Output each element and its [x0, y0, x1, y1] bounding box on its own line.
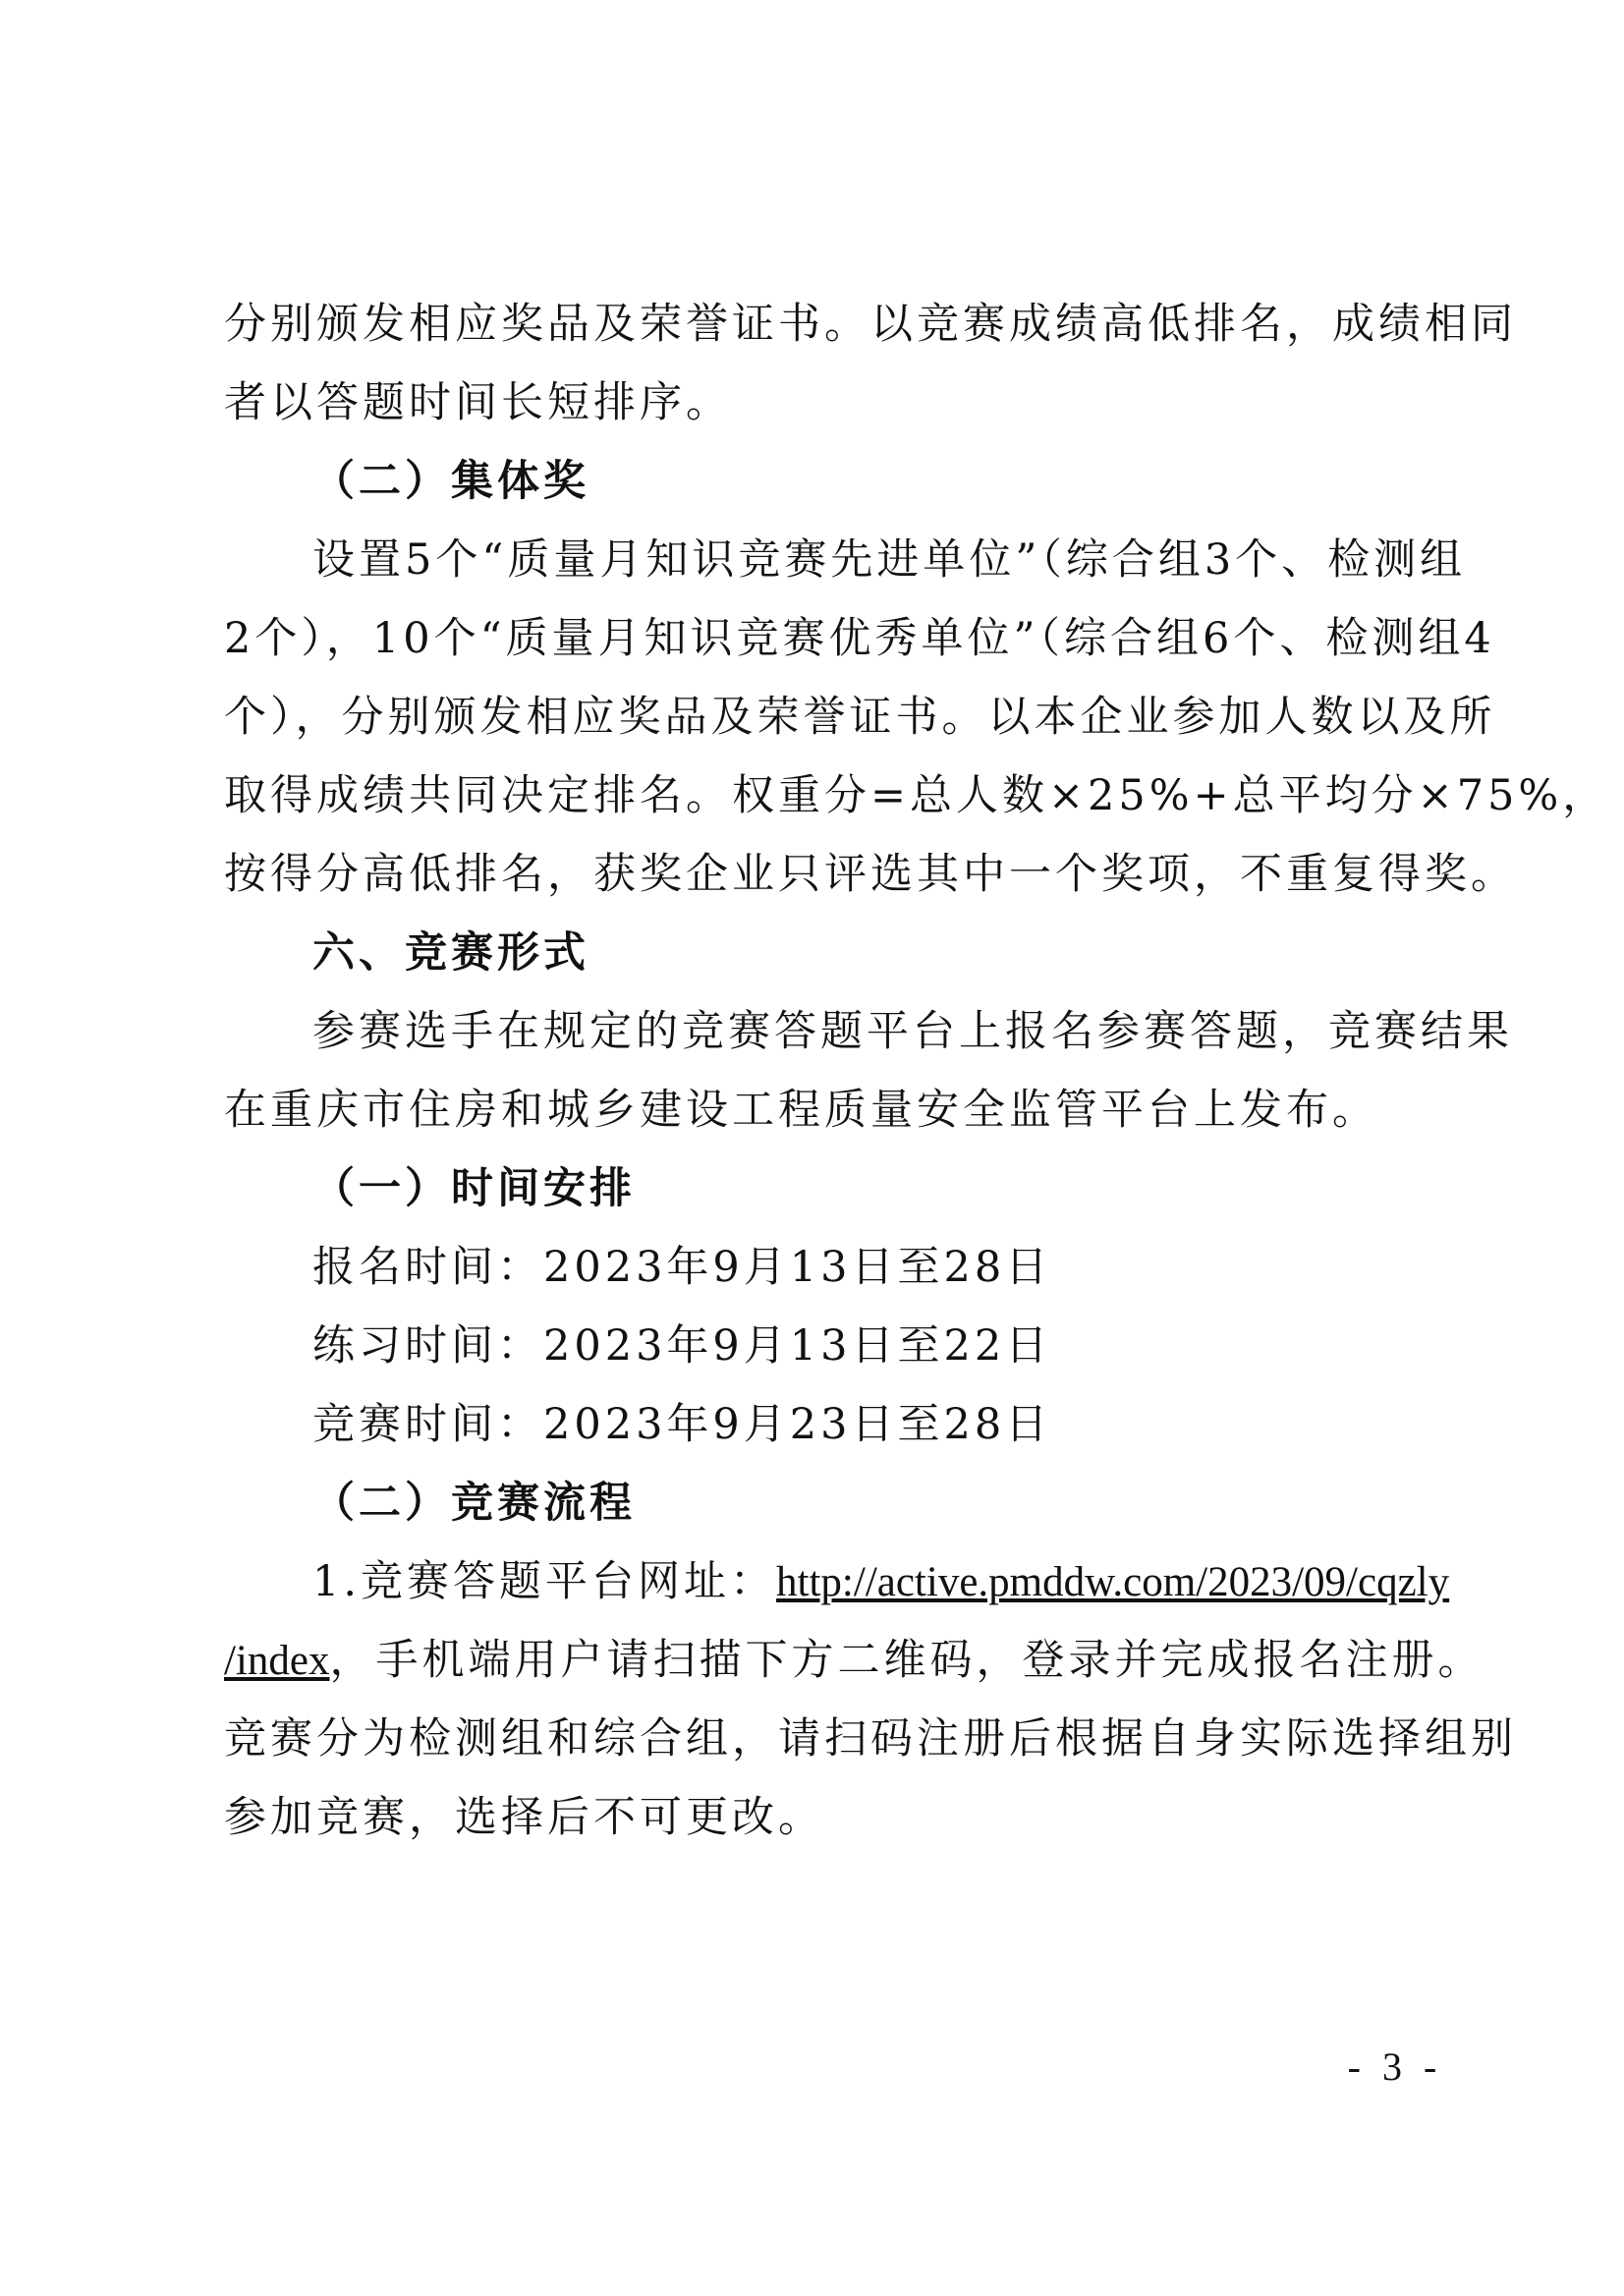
paragraph-line: 个），分别颁发相应奖品及荣誉证书。以本企业参加人数以及所 [224, 693, 1496, 742]
paragraph-line: 分别颁发相应奖品及荣誉证书。以竞赛成绩高低排名，成绩相同 [224, 300, 1517, 349]
page-number: - 3 - [1347, 2044, 1443, 2089]
paragraph-line: 参赛选手在规定的竞赛答题平台上报名参赛答题，竞赛结果 [312, 1007, 1513, 1056]
platform-url-link-continued[interactable]: /index [224, 1638, 330, 1684]
document-body [224, 285, 1609, 1857]
section-heading-competition-form: 六、竞赛形式 [312, 928, 589, 978]
platform-url-continuation [224, 1621, 1484, 1700]
paragraph-line: 取得成绩共同决定排名。权重分=总人数×25%+总平均分×75%， [224, 771, 1609, 820]
schedule-registration: 报名时间：2023年9月13日至28日 [312, 1243, 1052, 1292]
platform-url-line [224, 1542, 1450, 1621]
paragraph-line: 2个），10个“质量月知识竞赛优秀单位”（综合组6个、检测组4 [224, 614, 1495, 663]
section-heading-process: （二）竞赛流程 [312, 1479, 636, 1528]
schedule-competition: 竞赛时间：2023年9月23日至28日 [312, 1400, 1052, 1449]
paragraph-line: 设置5个“质量月知识竞赛先进单位”（综合组3个、检测组 [312, 535, 1467, 585]
paragraph-line: 者以答题时间长短排序。 [224, 378, 732, 427]
platform-url-suffix: ，手机端用户请扫描下方二维码，登录并完成报名注册。 [329, 1636, 1484, 1685]
platform-url-link[interactable]: http://active.pmddw.com/2023/09/cqzly [776, 1559, 1450, 1605]
schedule-practice: 练习时间：2023年9月13日至22日 [312, 1321, 1052, 1371]
paragraph-line: 参加竞赛，选择后不可更改。 [224, 1793, 824, 1842]
paragraph-line: 按得分高低排名，获奖企业只评选其中一个奖项，不重复得奖。 [224, 850, 1517, 899]
paragraph-line: 在重庆市住房和城乡建设工程质量安全监管平台上发布。 [224, 1086, 1378, 1135]
platform-url-prefix: 1.竞赛答题平台网址： [312, 1557, 777, 1606]
section-heading-collective-award: （二）集体奖 [312, 457, 589, 506]
paragraph-line: 竞赛分为检测组和综合组，请扫码注册后根据自身实际选择组别 [224, 1714, 1517, 1764]
section-heading-schedule: （一）时间安排 [312, 1164, 636, 1213]
